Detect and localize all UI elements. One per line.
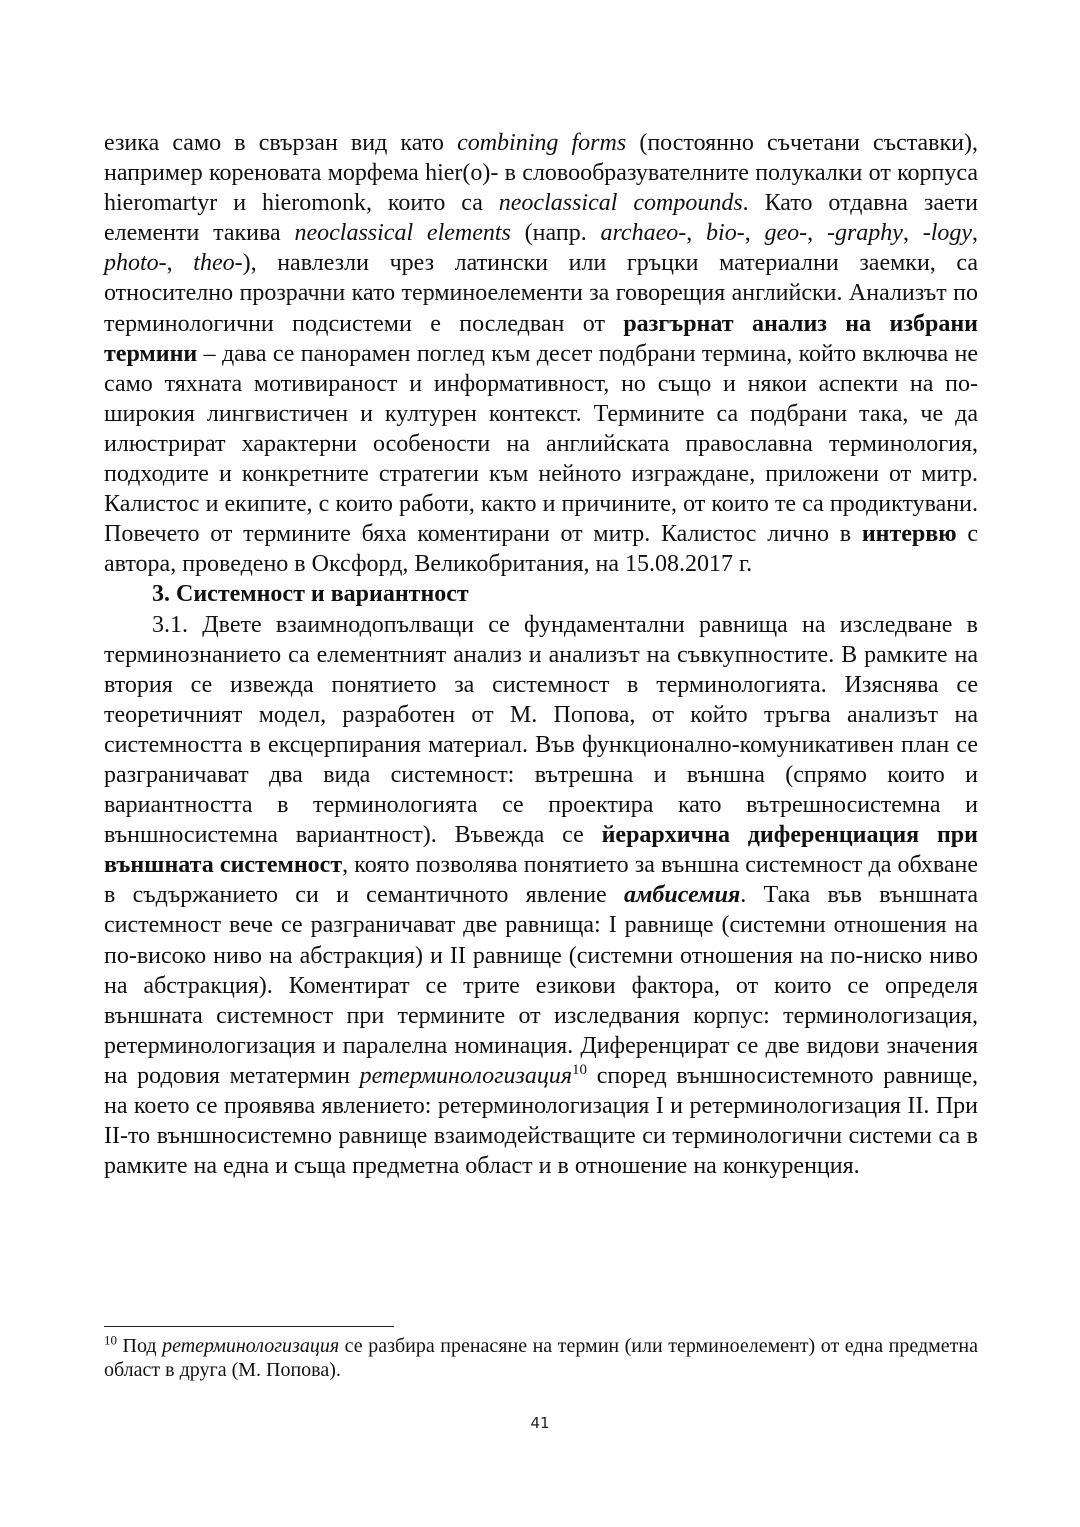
text-run: – дава се панорамен поглед към десет подбрани термина, който включва не само тяхната мотивираност и информативност, но също и някои аспекти на по-широкия лингвистичен и културен контекст. Термините са подбрани така, че да илюстрират характерни особености на английската православна терминология, подходите и конкретните стратегии към нейното изграждане, приложени от митр. Калистос и екипите, с които работи, както и причините, от които те са продиктувани. Повечето от термините бяха коментирани от митр. Калистос лично в [104,340,978,548]
italic-term: ретерминологизация [162,1335,340,1357]
bold-phrase: йерархична диференциация при външната системност [104,822,978,879]
text-run: . Като отдавна заети елементи такива [104,190,978,247]
text-run: ), навлезли чрез латински или гръцки материални заемки, са относително прозрачни като терминоелементи за говорещия английски. Анализът по терминологични подсистеми е последван от [104,250,979,337]
text-run: , [744,220,765,247]
footnote-separator [104,1326,394,1327]
italic-term: -logy [922,220,973,247]
italic-term: neoclassical elements [294,220,511,247]
text-run: , [166,250,194,277]
bold-italic-term: амбисемия [623,882,741,909]
paragraph-3-1 [104,610,978,1182]
italic-term: photo- [104,250,167,277]
text-run: 3.1. Двете взаимнодопълващи се фундаментални равнища на изследване в терминознанието са елементният анализ и анализът на съвкупностите. В рамките на втория се извежда понятието за системност в терминологията. Изяснява се теоретичният модел, разработен от М. Попова, от който тръгва анализът на системността в ексцерпирания материал. Във функционално-комуникативен план се разграничават два вида системност: вътрешна и външна (спрямо които и вариантността в терминологията се проектира като вътрешносистемна и външносистемна вариантност). Въвежда се [104,611,978,849]
text-run: , [902,220,923,247]
footnote-text [104,1334,978,1382]
italic-term: theo- [193,250,243,277]
italic-term: -graphy [826,220,903,247]
italic-term: combining forms [457,130,627,156]
section-heading: 3. Системност и вариантност [152,581,469,608]
text-run: , [686,220,707,247]
text-run: , [972,220,979,247]
page-number: 41 [530,1414,550,1432]
text-run: , [807,220,827,247]
paragraph-continuation [104,128,978,579]
text-run: Под [117,1335,163,1357]
text-run: , която позволява понятието за външна системност да обхване в съдържанието си и семантичното явление [104,852,978,909]
italic-term: geo- [764,220,808,247]
bold-phrase: разгърнат анализ на избрани термини [104,310,978,367]
italic-term: neoclassical compounds [498,190,743,217]
text-run: езика само в свързан вид като [104,130,458,156]
main-text [104,128,978,1181]
text-run: . Така във външната системност вече се разграничават две равнища: I равнище (системни отношения на по-високо ниво на абстракция) и II равнище (системни отношения на по-ниско ниво на абстракция). Коментират се трите езикови фактора, от които се определя външната системност при термините от изследвания корпус: терминологизация, ретерминологизация и паралелна номинация. Диференцират се две видови значения на родовия метатермин [104,882,979,1089]
bold-phrase: интервю [861,521,957,548]
footnote [104,1334,978,1382]
italic-term: ретерминологизация [359,1062,572,1089]
footnote-mark: 10 [104,1332,117,1348]
italic-term: archaeo- [600,220,687,247]
text-run: с автора, проведено в Оксфорд, Великобритания, на 15.08.2017 г. [104,521,979,578]
footnote-reference[interactable]: 10 [572,1061,587,1078]
italic-term: bio- [706,220,745,247]
text-run: според външносистемното равнище, на което се проявява явлението: ретерминологизация I и ретерминологизация II. При II-то външносистемно равнище взаимодействащите си терминологични системи са в рамките на една и съща предметна област и в отношение на конкуренция. [104,1062,978,1180]
text-run: (напр. [510,220,601,247]
text-run: (постоянно съчетани съставки), например кореновата морфема hier(o)- в словообразувателните полукалки от корпуса hieromartyr и hieromonk, които са [104,130,978,217]
text-run: се разбира пренасяне на термин (или терминоелемент) от една предметна област в друга (М. Попова). [104,1335,978,1381]
